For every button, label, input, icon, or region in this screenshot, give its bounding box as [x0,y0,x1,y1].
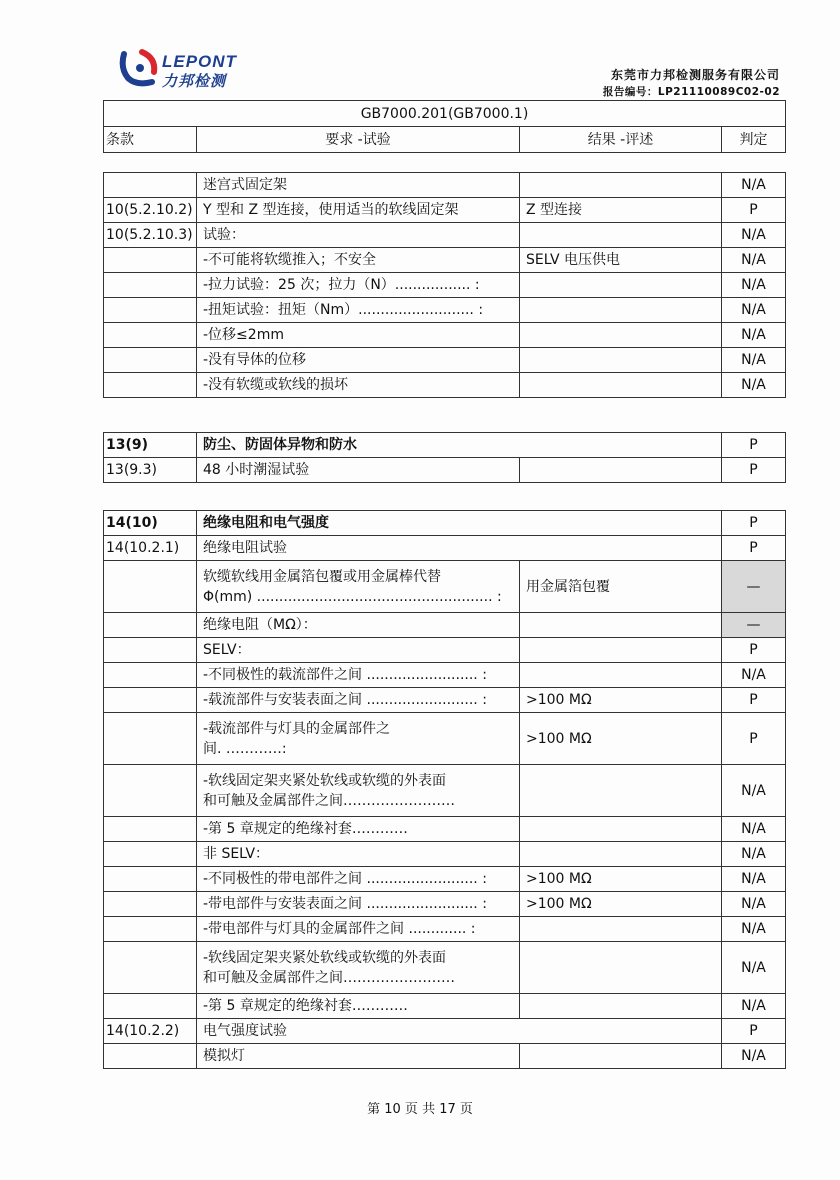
clause-table-13 [103,432,786,483]
clause-cell [104,892,197,917]
logo-subtext: 力邦检测 [162,72,227,90]
verdict-cell: P [722,458,786,483]
requirement-cell: -第 5 章规定的绝缘衬套………… [197,994,520,1019]
requirement-cell: -不同极性的带电部件之间 ......................... : [197,867,520,892]
table-row [104,892,786,917]
result-cell [520,994,722,1019]
clause-cell: 10(5.2.10.3) [104,223,197,248]
table-row [104,713,786,765]
clause-cell: 14(10.2.2) [104,1019,197,1044]
result-cell: >100 MΩ [520,713,722,765]
section-title-cell: 防尘、防固体异物和防水 [197,433,722,458]
clause-cell [104,1044,197,1069]
verdict-cell: N/A [722,994,786,1019]
col-clause-header: 条款 [104,127,197,153]
table-row [104,323,786,348]
clause-cell: 10(5.2.10.2) [104,198,197,223]
verdict-cell: N/A [722,867,786,892]
standard-title: GB7000.201(GB7000.1) [104,101,786,127]
verdict-cell: N/A [722,298,786,323]
clause-cell: 13(9.3) [104,458,197,483]
table-row [104,994,786,1019]
table-row [104,561,786,613]
table-row [104,613,786,638]
verdict-cell: N/A [722,663,786,688]
requirement-cell: -带电部件与安装表面之间 ......................... : [197,892,520,917]
verdict-cell: N/A [722,273,786,298]
verdict-cell: N/A [722,942,786,994]
requirement-cell: 迷宫式固定架 [197,173,520,198]
requirement-line: 和可触及金属部件之间…………………… [203,792,455,809]
company-name: 东莞市力邦检测服务有限公司 [610,68,780,82]
requirement-cell: 48 小时潮湿试验 [197,458,520,483]
result-cell [520,942,722,994]
table-row [104,638,786,663]
table-row [104,817,786,842]
result-cell [520,348,722,373]
clause-cell [104,917,197,942]
page-number: 第 10 页 共 17 页 [367,1102,473,1117]
table-row [104,867,786,892]
clause-cell [104,867,197,892]
verdict-cell: N/A [722,842,786,867]
section-title-cell: 绝缘电阻和电气强度 [197,511,722,536]
result-cell [520,917,722,942]
requirement-cell: -没有软缆或软线的损坏 [197,373,520,398]
requirement-line: 间. …………: [203,740,287,757]
table-row [104,433,786,458]
requirement-line: 和可触及金属部件之间…………………… [203,969,455,986]
result-cell [520,817,722,842]
clause-cell [104,323,197,348]
requirement-cell: -没有导体的位移 [197,348,520,373]
requirement-cell: -第 5 章规定的绝缘衬套………… [197,817,520,842]
clause-cell [104,561,197,613]
clause-cell: 13(9) [104,433,197,458]
requirement-cell: 试验： [197,223,520,248]
result-cell [520,842,722,867]
requirement-line: Φ(mm) ..................................................... : [203,588,502,605]
verdict-cell: P [722,511,786,536]
requirement-cell: -带电部件与灯具的金属部件之间 ............. : [197,917,520,942]
verdict-cell: P [722,1019,786,1044]
requirement-cell: -不同极性的载流部件之间 ......................... : [197,663,520,688]
result-cell: SELV 电压供电 [520,248,722,273]
requirement-cell [197,765,520,817]
clause-cell [104,713,197,765]
table-row [104,1019,786,1044]
table-row [104,688,786,713]
verdict-cell: N/A [722,348,786,373]
verdict-cell: N/A [722,248,786,273]
table-row [104,248,786,273]
clause-cell [104,298,197,323]
clause-cell [104,842,197,867]
table-row [104,942,786,994]
requirement-cell [197,561,520,613]
result-cell [520,173,722,198]
clause-cell [104,994,197,1019]
result-cell [520,613,722,638]
result-cell: 用金属箔包覆 [520,561,722,613]
requirement-cell: -位移≤2mm [197,323,520,348]
table-row [104,273,786,298]
verdict-cell: P [722,536,786,561]
logo-text: LEPONT [162,52,237,71]
requirement-cell: 电气强度试验 [197,1019,722,1044]
requirement-cell: 非 SELV： [197,842,520,867]
verdict-cell: N/A [722,1044,786,1069]
requirement-line: 软缆软线用金属箔包覆或用金属棒代替 [203,568,441,585]
table-row [104,348,786,373]
table-row [104,1044,786,1069]
clause-cell [104,638,197,663]
verdict-cell: N/A [722,917,786,942]
result-cell [520,663,722,688]
result-cell [520,765,722,817]
verdict-cell: P [722,713,786,765]
verdict-cell: P [722,688,786,713]
clause-table-10 [103,172,786,398]
clause-cell [104,613,197,638]
requirement-cell: 绝缘电阻试验 [197,536,722,561]
clause-cell [104,765,197,817]
requirement-cell: -载流部件与安装表面之间 ......................... : [197,688,520,713]
table-row [104,373,786,398]
result-cell: Z 型连接 [520,198,722,223]
clause-table-14 [103,510,786,1069]
table-row [104,298,786,323]
result-cell [520,223,722,248]
clause-cell [104,663,197,688]
table-row [104,842,786,867]
requirement-cell: Y 型和 Z 型连接，使用适当的软线固定架 [197,198,520,223]
report-number: 报告编号：LP21110089C02-02 [602,86,780,98]
result-cell [520,323,722,348]
clause-cell: 14(10.2.1) [104,536,197,561]
table-row [104,198,786,223]
clause-cell: 14(10) [104,511,197,536]
table-row [104,458,786,483]
result-cell: >100 MΩ [520,688,722,713]
clause-cell [104,348,197,373]
result-cell [520,373,722,398]
table-row [104,536,786,561]
clause-cell [104,688,197,713]
requirement-line: -软线固定架夹紧处软线或软缆的外表面 [203,772,447,789]
result-cell: >100 MΩ [520,892,722,917]
result-cell [520,458,722,483]
table-row [104,173,786,198]
verdict-cell: — [722,613,786,638]
clause-cell [104,273,197,298]
result-cell [520,273,722,298]
table-row [104,223,786,248]
verdict-cell: P [722,638,786,663]
verdict-cell: P [722,198,786,223]
table-header [103,100,786,153]
requirement-line: -软线固定架夹紧处软线或软缆的外表面 [203,949,447,966]
col-result-header: 结果 -评述 [520,127,722,153]
clause-cell [104,817,197,842]
table-row [104,765,786,817]
requirement-cell: 模拟灯 [197,1044,520,1069]
clause-cell [104,373,197,398]
clause-cell [104,942,197,994]
verdict-cell: N/A [722,323,786,348]
result-cell [520,1044,722,1069]
requirement-cell: -扭矩试验：扭矩（Nm）.......................... : [197,298,520,323]
verdict-cell: — [722,561,786,613]
requirement-cell: 绝缘电阻（MΩ）： [197,613,520,638]
verdict-cell: N/A [722,817,786,842]
requirement-cell: -拉力试验：25 次；拉力（N）................. : [197,273,520,298]
clause-cell [104,248,197,273]
requirement-cell: SELV： [197,638,520,663]
requirement-line: -载流部件与灯具的金属部件之 [203,720,391,737]
requirement-cell: -不可能将软缆推入；不安全 [197,248,520,273]
verdict-cell: N/A [722,373,786,398]
table-row [104,663,786,688]
result-cell: >100 MΩ [520,867,722,892]
clause-cell [104,173,197,198]
verdict-cell: P [722,433,786,458]
verdict-cell: N/A [722,765,786,817]
requirement-cell [197,942,520,994]
col-requirement-header: 要求 -试验 [197,127,520,153]
table-row [104,917,786,942]
requirement-cell [197,713,520,765]
result-cell [520,638,722,663]
verdict-cell: N/A [722,892,786,917]
table-row [104,511,786,536]
result-cell [520,298,722,323]
verdict-cell: N/A [722,173,786,198]
col-verdict-header: 判定 [722,127,786,153]
verdict-cell: N/A [722,223,786,248]
